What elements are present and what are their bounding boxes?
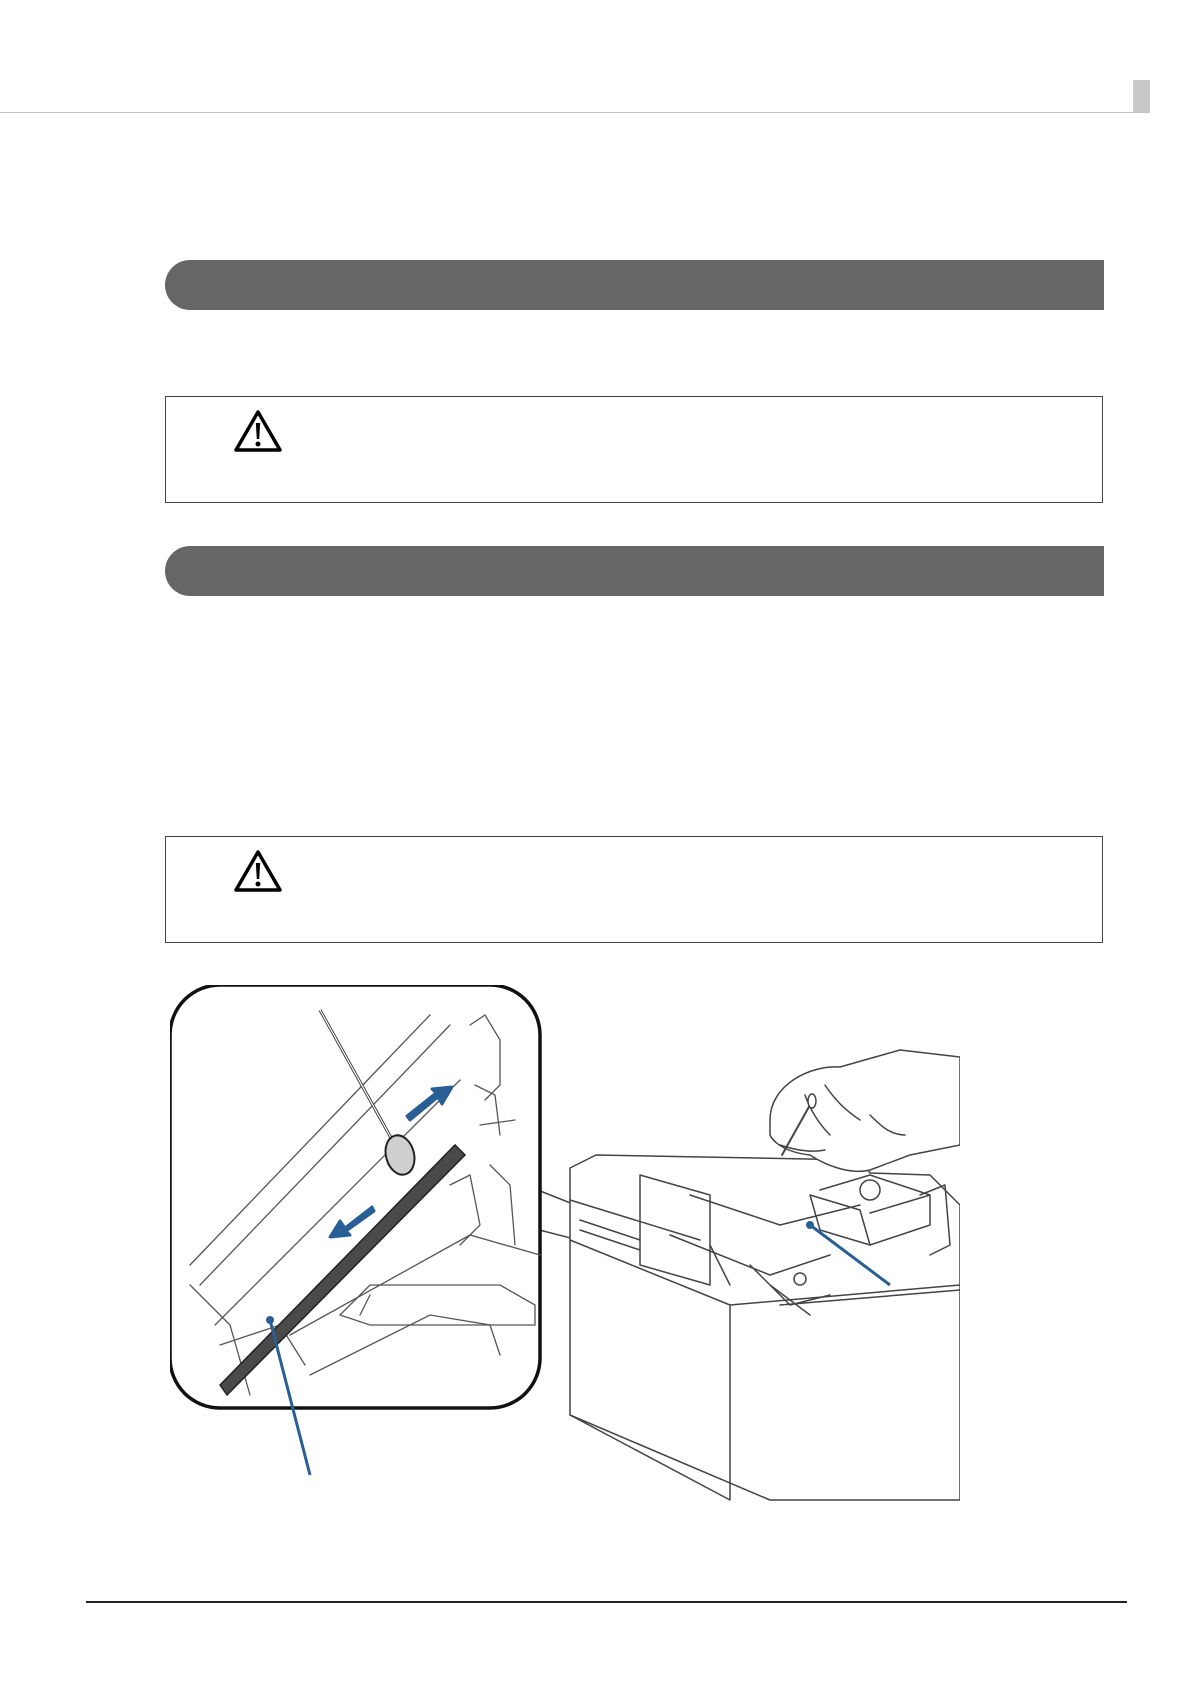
magnified-inset [170, 985, 540, 1475]
warning-triangle-icon [233, 849, 283, 893]
caution-box-1 [165, 396, 1103, 503]
warning-triangle-icon [233, 409, 283, 453]
section-heading-bar-1 [165, 260, 1104, 310]
footer-rule [86, 1601, 1127, 1603]
cleaning-illustration [170, 985, 960, 1515]
header-rule [0, 112, 1150, 113]
caution-box-2 [165, 836, 1103, 943]
section-heading-bar-2 [165, 546, 1104, 596]
printer-body [570, 1155, 960, 1500]
hand [770, 1050, 960, 1171]
page-tab [1133, 80, 1150, 112]
